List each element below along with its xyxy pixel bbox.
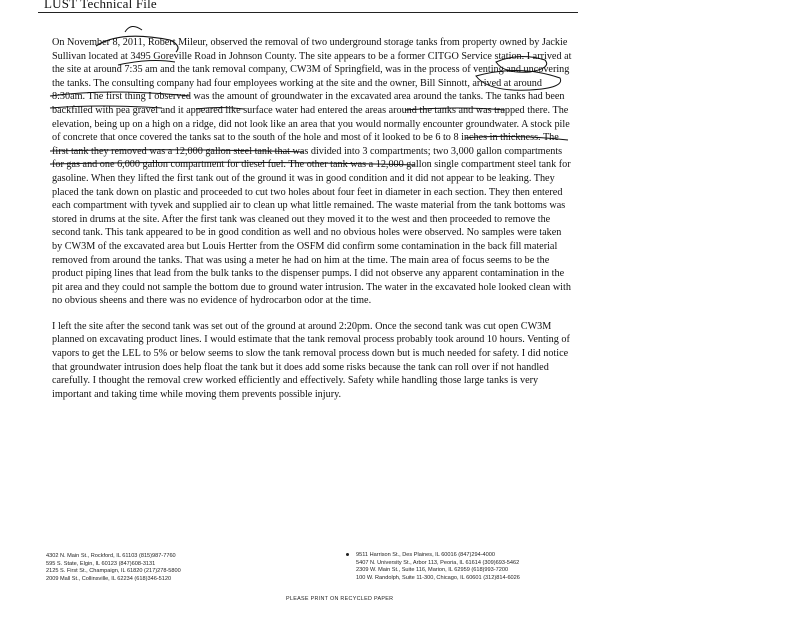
- report-paragraph-2: I left the site after the second tank was set out of the ground at around 2:20pm. Once the second tank was cut open CW3M planned on excavating product lines. I would estimate that the tank removal process probably took around 10 hours. Venting of vapors to get the LEL to 5% or below seems to slow the tank removal process down but is much needed for safety. I did notice that groundwater intrusion does help float the tank but it does add some risks because the tank can roll over if not handled carefully. I thought the removal crew worked efficiently and effectively. Safety while handling those large tanks is very important and taking time while moving them prevents possible injury.: [52, 320, 570, 400]
- pen-mark-tick: [125, 26, 142, 32]
- footer-address-rockford: 4302 N. Main St., Rockford, IL 61103 (815)987-7760: [46, 553, 176, 559]
- header-rule: [38, 12, 578, 13]
- footer-address-collinsville: 2009 Mall St., Collinsville, IL 62234 (618)346-5120: [46, 575, 172, 582]
- report-paragraph-1: On November 8, 2011, Robert Mileur, observed the removal of two underground storage tanks from property owned by Jackie Sullivan located at 3495 Goreville Road in Johnson County. The site appears to be a former CITGO Service station. I arrived at the site at around 7:35 am and the tank removal company, CW3M of Springfield, was in the process of venting and uncovering the tanks. The consulting company had four employees working at the site and the owner, Bill Sinnott, arrived at around 8:30am. The first thing I observed was the amount of groundwater in the excavated area around the tanks. The tanks had been backfilled with pea gravel and it appeared like surface water had entered the areas around the tanks and was trapped there. The elevation, being up on a high on a ridge, did not look like an area that you would normally encounter groundwater. A stock pile of concrete that once covered the tanks sat to the south of the hole and most of it looked to be 6 to 8 inches in thickness. The first tank they removed was a 12,000 gallon steel tank that was divided into 3 compartments; two 3,000 gallon compartments for gas and one 6,000 gallon compartment for diesel fuel. The other tank was a 12,000 gallon single compartment steel tank for gasoline. When they lifted the first tank out of the ground it was in good condition and it did not appear to be leaking. They placed the tank down on plastic and proceeded to cut two holes about four feet in diameter in each section. They then entered each compartment with tyvek and supplied air to clean up what little remained. The waste material from the tank bottoms was stored in drums at the site. After the first tank was cleaned out they moved it to the west and then proceeded to remove the second tank. This tank appeared to be in good condition as well and no obvious holes were observed. No samples were taken by CW3M of the excavated area but Louis Hertter from the OSFM did confirm some contamination in the back fill material removed from around the tanks. That was using a meter he had on him at the time. The main area of focus seems to be the product piping lines that lead from the bulk tanks to the dispenser pumps. I did not observe any apparent contamination in the pit area and they could not sample the bottom due to ground water intrusion. The water in the excavated hole looked clean with no obvious sheens and there was no evidence of hydrocarbon odor at the time.: [52, 37, 572, 307]
- footer-address-marion: 2309 W. Main St., Suite 116, Marion, IL 62959 (618)993-7200: [356, 567, 509, 574]
- footer-address-champaign: 2125 S. First St., Champaign, IL 61820 (217)278-5800: [46, 568, 181, 575]
- recycled-paper-note: PLEASE PRINT ON RECYCLED PAPER: [286, 596, 394, 602]
- footer-address-chicago: 100 W. Randolph, Suite 11-300, Chicago, IL 60601 (312)814-6026: [356, 574, 520, 581]
- footer-address-elgin: 595 S. State, Elgin, IL 60123 (847)608-3131: [46, 560, 156, 567]
- footer-right-addresses: [346, 552, 636, 582]
- footer-address-des-plaines: 9511 Harrison St., Des Plaines, IL 60016 (847)294-4000: [356, 552, 495, 558]
- report-body: [52, 36, 572, 413]
- footer-address-peoria: 5407 N. University St., Arbor 113, Peoria, IL 61614 (309)693-5462: [356, 559, 520, 566]
- header-title: LUST Technical File: [44, 0, 157, 11]
- footer-left-addresses: [46, 553, 296, 583]
